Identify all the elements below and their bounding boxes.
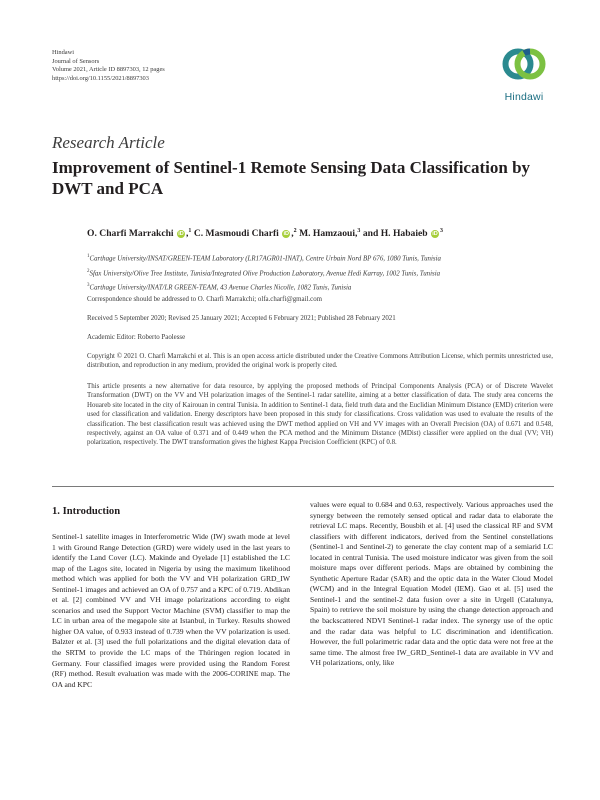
orcid-icon[interactable]: iD	[432, 230, 438, 237]
correspondence: Correspondence should be addressed to O. Charfi Marrakchi; olfa.charfi@gmail.com	[87, 296, 323, 303]
dates-line: Received 5 September 2020; Revised 25 January 2021; Accepted 6 February 2021; Published 28 February 2021	[87, 315, 396, 322]
orcid-icon[interactable]: iD	[283, 230, 289, 237]
logo-wordmark: Hindawi	[504, 91, 544, 103]
affiliation-number: 1	[87, 254, 90, 259]
affiliation-line	[87, 266, 441, 281]
journal-meta	[52, 49, 165, 83]
article-type: Research Article	[52, 133, 165, 152]
affiliation-line	[87, 280, 441, 295]
affiliation-marker: 2	[293, 228, 297, 234]
academic-editor: Academic Editor: Roberto Paolesse	[87, 334, 186, 341]
affiliation-text: Carthage University/INAT/LR GREEN-TEAM, 43 Avenue Charles Nicolle, 1082 Tunis, Tunisia	[89, 284, 352, 292]
abstract: This article presents a new alternative for data resource, by applying the proposed methods of Principal Components Analysis (PCA) or of Discrete Wavelet Transformation (DWT) on the VV and VH polarization images of the Sentinel-1 radar satellite, aiming at a better classification of data. The study area concerns the Houareb site located in the city of Kairouan in central Tunisia. In addition to Sentinel-1 data, field truth data and the Euclidian Minimum Distance (EMD) criterion were used for classification and validation. Energy descriptors have been proposed in this study for classifications. Cross validation was used to evaluate the results of the classification. The best classification result was achieved using the DWT method applied on VH and VV images with an Overall Precision (OA) of 0.671 and 0.548, respectively, against an OA value of 0.371 and of 0.449 when the PCA method and the Minimum Distance (MDist) classifier were applied on the dual (VV; VH) polarization, respectively. The DWT transformation gives the highest Kappa Precision Coefficient (KPC) of 0.8.	[87, 383, 553, 447]
affiliation-number: 2	[87, 268, 90, 274]
orcid-icon[interactable]: iD	[178, 230, 184, 237]
body-column-left: Sentinel-1 satellite images in Interferometric Wide (IW) swath mode at level 1 with Ground Range Detection (GRD) were widely used in the last years to identify the Land Cover (LC). Makinde and Oyelade [1] established the LC map of the Lagos site, located in Nigeria by using the maximum likelihood method which was applied for both the VV and VH polarization GRD_IW Sentinel-1 images and achieved an OA of 0.757 and a KPC of 0.719. Abdikan et al. [2] combined VV and VH image polarizations according to eight scenarios and used the Support Vector Machine (SVM) classifier to map the LC in urban area of the megapole site at Istanbul, in Turkey. Results showed higher OA value, of 0.933 instead of 0.739 when the VV polarization is used. Balzter et al. [3] used the full polarizations and the digital elevation data of the SRTM to provide the LC maps of the Thüringen region located in Germany. Four classified images were provided using the Random Forest (RF) method. Result evaluation was made with the 2006-CORINE map. The OA and KPC	[52, 532, 290, 689]
hindawi-logo	[494, 42, 554, 104]
author-name: O. Charfi Marrakchi	[87, 228, 174, 240]
volume-line: Volume 2021, Article ID 8897303, 12 pages	[52, 66, 165, 74]
affiliation-marker: 3	[357, 228, 361, 234]
affiliations	[87, 251, 441, 295]
author-name: M. Hamzaoui,	[299, 228, 358, 240]
body-column-right: values were equal to 0.684 and 0.63, respectively. Various approaches used the synergy between the remotely sensed optical and radar data to elaborate the retrieval LC maps. Recently, Bousbih et al. [4] used the classical RF and SVM classifiers with different indicators, derived from the Sentinel constellations (Sentinel-1 and Sentinel-2) to generate the clay content map of a semiarid LC located in central Tunisia. The used moisture indicator was given from the soil moisture maps over different periods. Maps are obtained by combining the Synthetic Aperture Radar (SAR) and the optic data in the Water Cloud Model (WCM) and in the Integral Equation Model (IEM). Gao et al. [5] used the Sentinel-1 and the sentinel-2 data fusion over a site in Urgell (Catalunya, Spain) to retrieve the soil moisture by using the change detection approach and the backscattered NDVI Sentinel-1 radar index. The synergy use of the optic and the radar data was helpful to LC discrimination and identification. However, the full polarimetric radar data and the optic data were not free at the same time. The almost free IW_GRD_Sentinel-1 data are available in VV and VH polarizations, only, like	[310, 500, 553, 668]
hindawi-logo-icon	[494, 42, 554, 90]
affiliation-marker: 3	[440, 228, 444, 234]
affiliation-marker: 1	[188, 228, 192, 234]
author-name: and H. Habaieb	[362, 228, 428, 240]
affiliation-text: Carthage University/INSAT/GREEN-TEAM Laboratory (LR17AGR01-INAT), Centre Urbain Nord BP 676, 1080 Tunis, Tunisia	[89, 255, 441, 263]
author-name: C. Masmoudi Charfi	[193, 228, 279, 240]
article-title: Improvement of Sentinel-1 Remote Sensing Data Classification by DWT and PCA	[52, 158, 531, 198]
section-divider	[52, 486, 554, 487]
doi-link[interactable]: https://doi.org/10.1155/2021/8897303	[52, 74, 149, 82]
journal-name: Journal of Sensors	[52, 57, 100, 65]
affiliation-line	[87, 251, 441, 266]
affiliation-text: Sfax University/Olive Tree Institute, Tunisia/Integrated Olive Production Laboratory, Avenue Hedi Karray, 1002 Tunis, Tunisia	[89, 269, 441, 277]
publisher-name: Hindawi	[52, 49, 75, 56]
affiliation-number: 3	[87, 283, 90, 288]
author-list: O. Charfi Marrakchi iD ,$^1$ C. Masmoudi Charfi iD ,$^2$ M. Hamzaoui,$^3$ and H. Habaieb iD $^3$	[87, 228, 444, 240]
section-heading: 1. Introduction	[52, 506, 121, 517]
copyright-notice: Copyright © 2021 O. Charfi Marrakchi et al. This is an open access article distributed under the Creative Commons Attribution License, which permits unrestricted use, distribution, and reproduction in any medium, provided the original work is properly cited.	[87, 353, 553, 370]
